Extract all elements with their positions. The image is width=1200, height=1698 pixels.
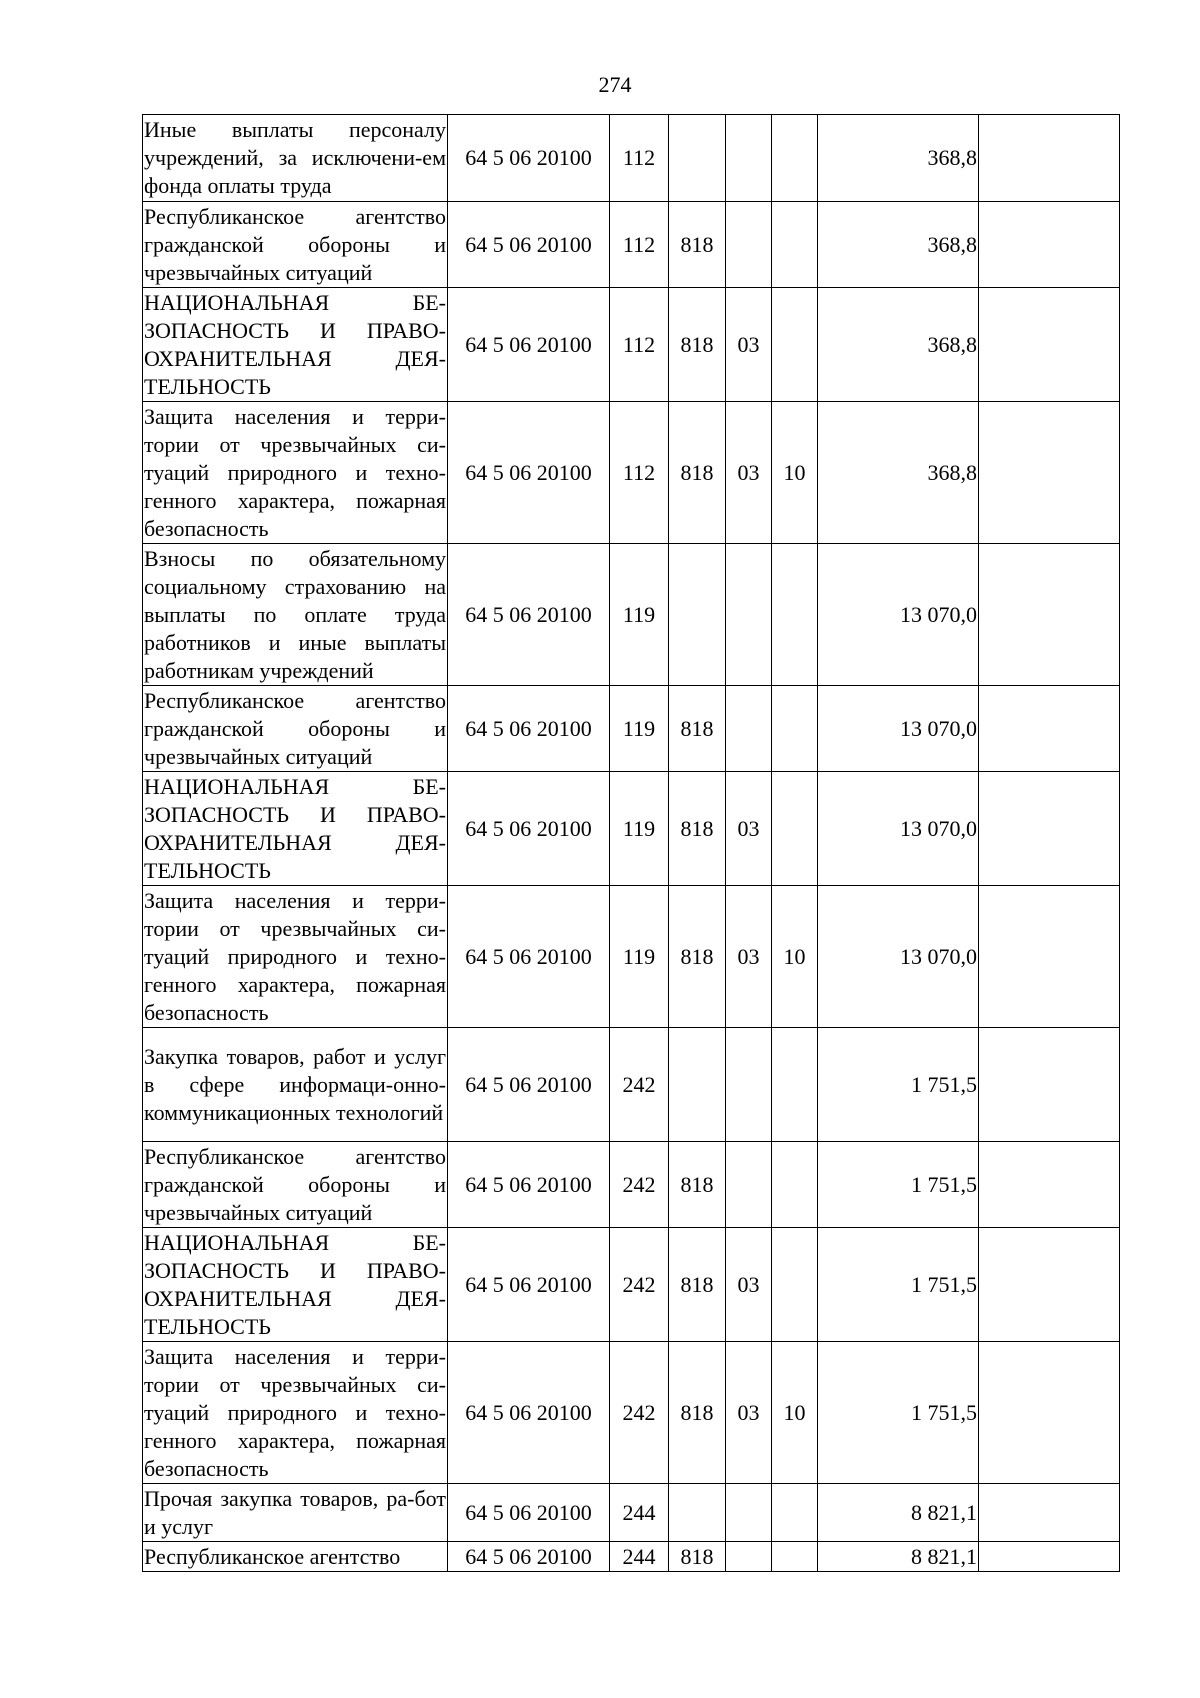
cell-grbs: 818 bbox=[669, 1342, 726, 1484]
cell-subsection bbox=[772, 1542, 818, 1572]
cell-name: Взносы по обязательному социальному страхованию на выплаты по оплате труда работников и иные выплаты работникам учреждений bbox=[143, 544, 448, 686]
cell-subsection: 10 bbox=[772, 402, 818, 544]
cell-amount: 368,8 bbox=[818, 202, 979, 288]
cell-target-code: 64 5 06 20100 bbox=[448, 115, 610, 202]
cell-amount: 1 751,5 bbox=[818, 1142, 979, 1228]
cell-section bbox=[726, 1142, 772, 1228]
cell-section: 03 bbox=[726, 1228, 772, 1342]
cell-grbs: 818 bbox=[669, 686, 726, 772]
cell-subsection bbox=[772, 1228, 818, 1342]
cell-amount: 13 070,0 bbox=[818, 886, 979, 1028]
cell-target-code: 64 5 06 20100 bbox=[448, 1142, 610, 1228]
cell-grbs: 818 bbox=[669, 1228, 726, 1342]
cell-empty bbox=[979, 544, 1120, 686]
cell-subsection bbox=[772, 1484, 818, 1542]
cell-subsection bbox=[772, 115, 818, 202]
cell-target-code: 64 5 06 20100 bbox=[448, 544, 610, 686]
cell-name: НАЦИОНАЛЬНАЯ БЕ-ЗОПАСНОСТЬ И ПРАВО-ОХРАНИТЕЛЬНАЯ ДЕЯ-ТЕЛЬНОСТЬ bbox=[143, 288, 448, 402]
cell-empty bbox=[979, 115, 1120, 202]
cell-amount: 368,8 bbox=[818, 288, 979, 402]
cell-expense-type: 244 bbox=[610, 1484, 669, 1542]
cell-name: Прочая закупка товаров, ра-бот и услуг bbox=[143, 1484, 448, 1542]
cell-expense-type: 119 bbox=[610, 772, 669, 886]
table-body bbox=[143, 115, 1120, 1572]
cell-expense-type: 119 bbox=[610, 686, 669, 772]
cell-empty bbox=[979, 886, 1120, 1028]
cell-expense-type: 242 bbox=[610, 1142, 669, 1228]
cell-expense-type: 244 bbox=[610, 1542, 669, 1572]
table-row bbox=[143, 288, 1120, 402]
cell-target-code: 64 5 06 20100 bbox=[448, 686, 610, 772]
cell-grbs: 818 bbox=[669, 1542, 726, 1572]
cell-grbs bbox=[669, 1484, 726, 1542]
cell-name: Защита населения и терри-тории от чрезвычайных си-туаций природного и техно-генного характера, пожарная безопасность bbox=[143, 886, 448, 1028]
cell-name: НАЦИОНАЛЬНАЯ БЕ-ЗОПАСНОСТЬ И ПРАВО-ОХРАНИТЕЛЬНАЯ ДЕЯ-ТЕЛЬНОСТЬ bbox=[143, 772, 448, 886]
page-number: 274 bbox=[598, 72, 632, 97]
cell-name: Иные выплаты персоналу учреждений, за исключени-ем фонда оплаты труда bbox=[143, 115, 448, 202]
cell-amount: 1 751,5 bbox=[818, 1228, 979, 1342]
cell-section: 03 bbox=[726, 772, 772, 886]
cell-empty bbox=[979, 202, 1120, 288]
cell-amount: 8 821,1 bbox=[818, 1484, 979, 1542]
cell-subsection bbox=[772, 288, 818, 402]
cell-section: 03 bbox=[726, 1342, 772, 1484]
cell-empty bbox=[979, 1142, 1120, 1228]
table-row bbox=[143, 202, 1120, 288]
table-row bbox=[143, 402, 1120, 544]
budget-table bbox=[142, 114, 1120, 1572]
cell-empty bbox=[979, 1342, 1120, 1484]
cell-empty bbox=[979, 1028, 1120, 1142]
cell-amount: 1 751,5 bbox=[818, 1028, 979, 1142]
cell-grbs: 818 bbox=[669, 288, 726, 402]
cell-subsection bbox=[772, 544, 818, 686]
cell-name: НАЦИОНАЛЬНАЯ БЕ-ЗОПАСНОСТЬ И ПРАВО-ОХРАНИТЕЛЬНАЯ ДЕЯ-ТЕЛЬНОСТЬ bbox=[143, 1228, 448, 1342]
cell-grbs: 818 bbox=[669, 202, 726, 288]
cell-expense-type: 112 bbox=[610, 402, 669, 544]
table-row bbox=[143, 1142, 1120, 1228]
table-row bbox=[143, 1542, 1120, 1572]
table-row bbox=[143, 1342, 1120, 1484]
cell-empty bbox=[979, 402, 1120, 544]
table-row bbox=[143, 1028, 1120, 1142]
cell-subsection: 10 bbox=[772, 1342, 818, 1484]
cell-section: 03 bbox=[726, 288, 772, 402]
cell-grbs bbox=[669, 544, 726, 686]
cell-name: Защита населения и терри-тории от чрезвычайных си-туаций природного и техно-генного характера, пожарная безопасность bbox=[143, 1342, 448, 1484]
cell-target-code: 64 5 06 20100 bbox=[448, 202, 610, 288]
table-row bbox=[143, 772, 1120, 886]
cell-grbs bbox=[669, 115, 726, 202]
cell-name: Республиканское агентство гражданской обороны и чрезвычайных ситуаций bbox=[143, 1142, 448, 1228]
cell-section bbox=[726, 1028, 772, 1142]
cell-name: Республиканское агентство bbox=[143, 1542, 448, 1572]
table-row bbox=[143, 1484, 1120, 1542]
cell-amount: 8 821,1 bbox=[818, 1542, 979, 1572]
cell-section bbox=[726, 1484, 772, 1542]
cell-amount: 368,8 bbox=[818, 402, 979, 544]
cell-target-code: 64 5 06 20100 bbox=[448, 1028, 610, 1142]
cell-expense-type: 242 bbox=[610, 1028, 669, 1142]
cell-expense-type: 112 bbox=[610, 288, 669, 402]
cell-section bbox=[726, 544, 772, 686]
cell-target-code: 64 5 06 20100 bbox=[448, 1484, 610, 1542]
cell-target-code: 64 5 06 20100 bbox=[448, 288, 610, 402]
cell-section: 03 bbox=[726, 402, 772, 544]
cell-expense-type: 242 bbox=[610, 1228, 669, 1342]
cell-name: Республиканское агентство гражданской обороны и чрезвычайных ситуаций bbox=[143, 686, 448, 772]
cell-expense-type: 112 bbox=[610, 115, 669, 202]
table-row bbox=[143, 1228, 1120, 1342]
cell-expense-type: 112 bbox=[610, 202, 669, 288]
table-row bbox=[143, 115, 1120, 202]
cell-section bbox=[726, 686, 772, 772]
cell-target-code: 64 5 06 20100 bbox=[448, 1228, 610, 1342]
cell-empty bbox=[979, 1228, 1120, 1342]
cell-grbs bbox=[669, 1028, 726, 1142]
cell-amount: 368,8 bbox=[818, 115, 979, 202]
cell-grbs: 818 bbox=[669, 402, 726, 544]
cell-empty bbox=[979, 288, 1120, 402]
cell-expense-type: 119 bbox=[610, 544, 669, 686]
cell-subsection bbox=[772, 202, 818, 288]
cell-amount: 1 751,5 bbox=[818, 1342, 979, 1484]
cell-target-code: 64 5 06 20100 bbox=[448, 886, 610, 1028]
cell-empty bbox=[979, 1484, 1120, 1542]
table-row bbox=[143, 686, 1120, 772]
cell-target-code: 64 5 06 20100 bbox=[448, 1542, 610, 1572]
cell-empty bbox=[979, 1542, 1120, 1572]
cell-amount: 13 070,0 bbox=[818, 686, 979, 772]
cell-amount: 13 070,0 bbox=[818, 544, 979, 686]
cell-subsection: 10 bbox=[772, 886, 818, 1028]
cell-section bbox=[726, 202, 772, 288]
cell-empty bbox=[979, 686, 1120, 772]
table-row bbox=[143, 886, 1120, 1028]
cell-subsection bbox=[772, 1028, 818, 1142]
cell-grbs: 818 bbox=[669, 886, 726, 1028]
cell-section bbox=[726, 115, 772, 202]
cell-subsection bbox=[772, 1142, 818, 1228]
cell-target-code: 64 5 06 20100 bbox=[448, 772, 610, 886]
table-row bbox=[143, 544, 1120, 686]
cell-grbs: 818 bbox=[669, 1142, 726, 1228]
cell-section bbox=[726, 1542, 772, 1572]
cell-expense-type: 119 bbox=[610, 886, 669, 1028]
cell-empty bbox=[979, 772, 1120, 886]
cell-expense-type: 242 bbox=[610, 1342, 669, 1484]
cell-name: Республиканское агентство гражданской обороны и чрезвычайных ситуаций bbox=[143, 202, 448, 288]
cell-target-code: 64 5 06 20100 bbox=[448, 1342, 610, 1484]
cell-amount: 13 070,0 bbox=[818, 772, 979, 886]
cell-name: Закупка товаров, работ и услуг в сфере информаци-онно-коммуникационных технологий bbox=[143, 1028, 448, 1142]
cell-subsection bbox=[772, 772, 818, 886]
cell-subsection bbox=[772, 686, 818, 772]
cell-target-code: 64 5 06 20100 bbox=[448, 402, 610, 544]
cell-name: Защита населения и терри-тории от чрезвычайных си-туаций природного и техно-генного характера, пожарная безопасность bbox=[143, 402, 448, 544]
cell-grbs: 818 bbox=[669, 772, 726, 886]
cell-section: 03 bbox=[726, 886, 772, 1028]
